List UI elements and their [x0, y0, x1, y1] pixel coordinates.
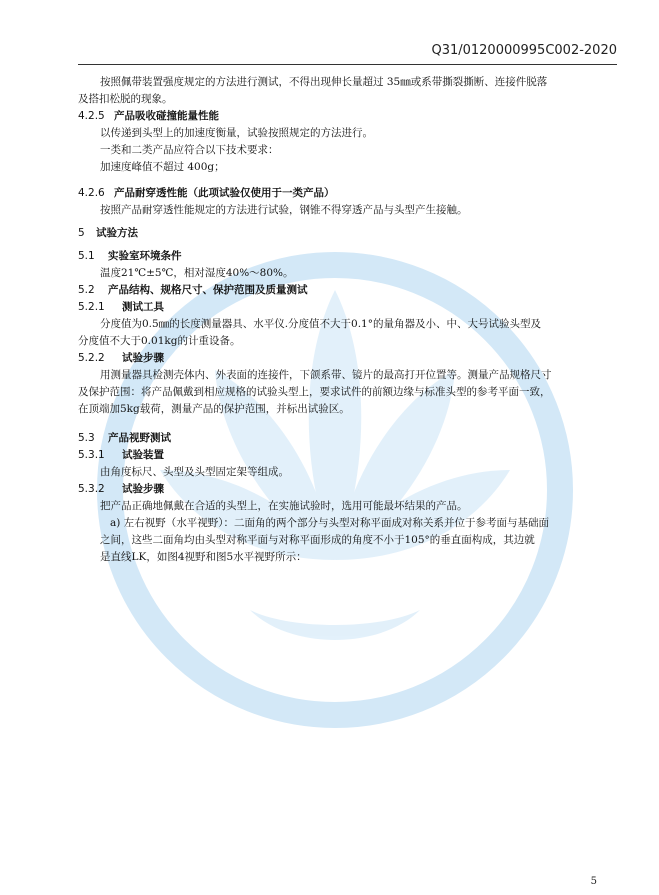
- document-body: [78, 74, 616, 566]
- document-code: Q31/0120000995C002-2020: [431, 43, 617, 58]
- section-heading-5: 5 试验方法: [78, 227, 138, 239]
- paragraph: 温度21℃±5℃，相对湿度40%～80%。: [100, 267, 294, 279]
- paragraph: 把产品正确地佩戴在合适的头型上，在实施试验时，选用可能最坏结果的产品。: [100, 500, 468, 512]
- paragraph: 在顶端加5kg载荷，测量产品的保护范围，并标出试验区。: [78, 403, 350, 415]
- paragraph: 分度值不大于0.01kg的计重设备。: [78, 335, 241, 347]
- list-item-a-cont: 是直线LK，如图4视野和图5水平视野所示：: [100, 551, 307, 563]
- section-heading-5-3-2: 5.3.2 试验步骤: [78, 483, 164, 495]
- paragraph: 用测量器具检测壳体内、外表面的连接件，下颌系带、镜片的最高打开位置等。测量产品规格尺寸: [100, 369, 552, 381]
- paragraph: 按照佩带装置强度规定的方法进行测试，不得出现伸长量超过 35㎜或系带撕裂撕断、连接件脱落: [100, 76, 548, 88]
- section-heading-5-1: 5.1 实验室环境条件: [78, 250, 182, 262]
- paragraph: 以传递到头型上的加速度衡量，试验按照规定的方法进行。: [100, 127, 373, 139]
- paragraph: 分度值为0.5㎜的长度测量器具、水平仪.分度值不大于0.1°的量角器及小、中、大号试验头型及: [100, 318, 541, 330]
- page-number: 5: [590, 876, 597, 887]
- section-heading-5-3-1: 5.3.1 试验装置: [78, 449, 164, 461]
- paragraph: 按照产品耐穿透性能规定的方法进行试验，钢锥不得穿透产品与头型产生接触。: [100, 204, 468, 216]
- paragraph: 加速度峰值不超过 400g；: [100, 161, 225, 173]
- section-heading-5-2-1: 5.2.1 测试工具: [78, 301, 164, 313]
- section-heading-5-2-2: 5.2.2 试验步骤: [78, 352, 164, 364]
- paragraph: 一类和二类产品应符合以下技术要求：: [100, 144, 279, 156]
- section-heading-5-2: 5.2 产品结构、规格尺寸、保护范围及质量测试: [78, 284, 308, 296]
- header-divider: [78, 64, 617, 65]
- list-item-a-cont: 之间，这些二面角均由头型对称平面与对称平面形成的角度不小于105°的垂直面构成，其边就: [100, 534, 535, 546]
- paragraph: 及搭扣松脱的现象。: [78, 93, 173, 105]
- section-heading-4-2-5: 4.2.5 产品吸收碰撞能量性能: [78, 110, 219, 122]
- section-heading-4-2-6: 4.2.6 产品耐穿透性能（此项试验仅使用于一类产品）: [78, 187, 335, 199]
- list-item-a: a) 左右视野（水平视野）：二面角的两个部分与头型对称平面成对称关系并位于参考面与基础面: [110, 517, 549, 529]
- section-heading-5-3: 5.3 产品视野测试: [78, 432, 171, 444]
- paragraph: 及保护范围：将产品佩戴到相应规格的试验头型上，要求试件的前额边缘与标准头型的参考平面一致，: [78, 386, 551, 398]
- paragraph: 由角度标尺、头型及头型固定架等组成。: [100, 466, 289, 478]
